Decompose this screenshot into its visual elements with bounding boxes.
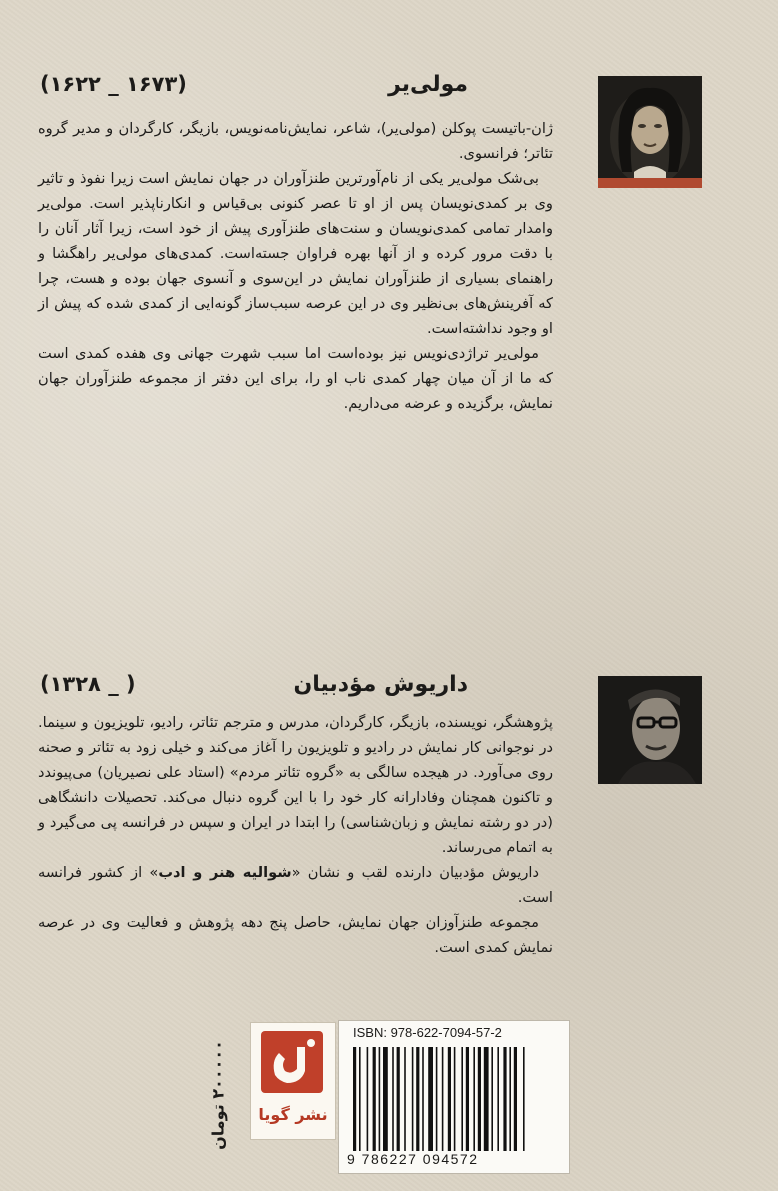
- author1-bio-paragraph: ژان-باتیست پوکلن (مولی‌یر)، شاعر، نمایش‌نامه‌نویس، بازیگر، کارگردان و مدیر گروه تئاتر؛ فرانسوی.: [38, 120, 553, 162]
- price-label: [203, 1030, 233, 1160]
- award-intro: داریوش مؤدبیان دارنده لقب و نشان: [307, 864, 539, 881]
- barcode-bar: [436, 1047, 438, 1151]
- barcode-digits: 9 786227 094572: [347, 1151, 479, 1167]
- barcode-bar: [442, 1047, 444, 1151]
- moliere-portrait: [598, 76, 702, 188]
- barcode-bar: [416, 1047, 419, 1151]
- publisher-logo: [250, 1022, 336, 1140]
- barcode-bar: [509, 1047, 511, 1151]
- barcode-bar: [454, 1047, 456, 1151]
- author2-bio-paragraph: داریوش مؤدبیان دارنده لقب و نشان «شوالیه هنر و ادب» از کشور فرانسه است.: [38, 864, 553, 906]
- isbn-label: ISBN: 978-622-7094-57-2: [353, 1025, 502, 1040]
- author2-name: داریوش مؤدبیان: [293, 672, 468, 697]
- author2-bio-paragraph: پژوهشگر، نویسنده، بازیگر، کارگردان، مدرس و مترجم تئاتر، رادیو، تلویزیون و سینما. در نوجوانی کار نمایش در رادیو و تلویزیون را آغاز می‌کند و خیلی زود به تئاتر و صحنه روی می‌آورد. در هیجده سالگی به «گروه تئاتر مردم» (استاد علی نصیریان) می‌پیوندد و تاکنون همچنان وفادارانه کار خود را با این گروه دنبال می‌کند. تحصیلات دانشگاهی (در دو رشته نمایش و زبان‌شناسی) را ابتدا در ایران و سپس در فرانسه پی می‌گیرد و به اتمام می‌رساند.: [38, 714, 553, 856]
- barcode-bar: [422, 1047, 424, 1151]
- author1-years: (۱۶۷۳ _ ۱۶۲۲): [40, 72, 187, 96]
- barcode-bar: [428, 1047, 433, 1151]
- price-text: ۲۰۰۰۰۰ تومان: [208, 1040, 228, 1150]
- barcode-bar: [359, 1047, 361, 1151]
- barcode-bars: [351, 1047, 557, 1151]
- author1-bio-paragraph: مولی‌یر تراژدی‌نویس نیز بوده‌است اما سبب شهرت جهانی وی هفده کمدی است که ما از آن میان چهار کمدی ناب او را، برای این دفتر از مجموعه طنزآوران جهان نمایش، برگزیده و عرضه می‌داریم.: [38, 345, 553, 412]
- publisher-name: نشر گویا: [258, 1105, 328, 1124]
- barcode-bar: [412, 1047, 414, 1151]
- barcode-bar: [461, 1047, 463, 1151]
- barcode-bar: [523, 1047, 525, 1151]
- author2-bio: [38, 710, 553, 960]
- barcode-bar: [353, 1047, 356, 1151]
- publisher-logo-glyph: [261, 1031, 323, 1093]
- barcode-bar: [484, 1047, 489, 1151]
- barcode-bar: [383, 1047, 388, 1151]
- barcode-bar: [392, 1047, 394, 1151]
- barcode-bar: [379, 1047, 381, 1151]
- barcode-bar: [491, 1047, 493, 1151]
- author2-bio-paragraph: مجموعه طنزآوزان جهان نمایش، حاصل پنج دهه پژوهش و فعالیت وی در عرصه نمایش کمدی است.: [38, 914, 553, 956]
- moliere-portrait-image: [598, 76, 702, 188]
- portrait-accent-bar: [598, 178, 702, 188]
- barcode-bar: [373, 1047, 376, 1151]
- barcode-bar: [514, 1047, 517, 1151]
- barcode-panel: [338, 1020, 570, 1174]
- author1-name: مولی‌یر: [388, 72, 468, 97]
- author1-bio-paragraph: بی‌شک مولی‌یر یکی از نام‌آورترین طنزآوران در جهان نمایش است زیرا نفوذ و تاثیر وی بر کمدی‌نویسان پس از او تا عصر کنونی بی‌قیاس و انکارناپذیر است. مولی‌یر وامدار تمامی کمدی‌نویسان و سنت‌های طنزآوری پیش از خود است، زیرا آثار آنان را با دقت مرور کرده و از آنها بهره فراوان جسته‌است. کمدی‌های مولی‌یر راهگشا و راهنمای بسیاری از طنزآوران نمایش در این‌سوی و آنسوی جهان بوده و هست، چرا که آفرینش‌های بی‌نظیر وی در این عرصه سبب‌ساز گونه‌ایی از کمدی شده که پیش از او وجود نداشته‌است.: [38, 170, 553, 337]
- moaddabian-portrait-image: [598, 676, 702, 784]
- author2-years: ( _ ۱۳۲۸): [40, 672, 136, 696]
- barcode-bar: [448, 1047, 451, 1151]
- barcode-bar: [497, 1047, 499, 1151]
- moaddabian-portrait: [598, 676, 702, 784]
- barcode-bar: [367, 1047, 369, 1151]
- barcode-bar: [466, 1047, 469, 1151]
- author1-bio: [38, 116, 553, 416]
- barcode-bar: [503, 1047, 506, 1151]
- barcode-bar: [478, 1047, 481, 1151]
- barcode-bar: [404, 1047, 406, 1151]
- barcode-bar: [397, 1047, 400, 1151]
- barcode-bar: [473, 1047, 475, 1151]
- award-outro: از کشور فرانسه است.: [38, 864, 553, 906]
- publisher-logo-mark: [261, 1031, 323, 1093]
- award-title: شوالیه هنر و ادب: [158, 864, 292, 881]
